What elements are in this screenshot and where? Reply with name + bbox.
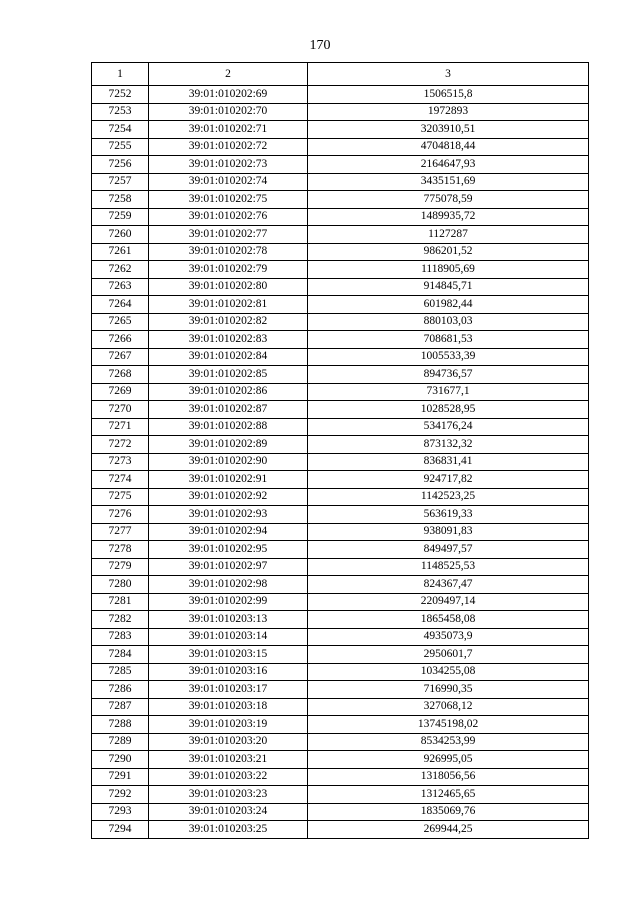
table-row <box>92 733 589 751</box>
row-number-cell: 7294 <box>92 821 149 839</box>
value-cell: 775078,59 <box>308 191 589 209</box>
row-number-cell: 7266 <box>92 331 149 349</box>
row-number-cell: 7256 <box>92 156 149 174</box>
row-number-cell: 7254 <box>92 121 149 139</box>
value-cell: 1148525,53 <box>308 558 589 576</box>
table-row <box>92 366 589 384</box>
value-cell: 1972893 <box>308 103 589 121</box>
row-number-cell: 7271 <box>92 418 149 436</box>
cadastral-number-cell: 39:01:010202:94 <box>149 523 308 541</box>
row-number-cell: 7292 <box>92 786 149 804</box>
row-number-cell: 7288 <box>92 716 149 734</box>
cadastral-number-cell: 39:01:010202:98 <box>149 576 308 594</box>
table-row <box>92 558 589 576</box>
row-number-cell: 7261 <box>92 243 149 261</box>
cadastral-number-cell: 39:01:010202:95 <box>149 541 308 559</box>
cadastral-number-cell: 39:01:010203:17 <box>149 681 308 699</box>
cadastral-number-cell: 39:01:010202:69 <box>149 86 308 104</box>
value-cell: 1489935,72 <box>308 208 589 226</box>
value-cell: 4704818,44 <box>308 138 589 156</box>
row-number-cell: 7257 <box>92 173 149 191</box>
row-number-cell: 7281 <box>92 593 149 611</box>
row-number-cell: 7270 <box>92 401 149 419</box>
cadastral-number-cell: 39:01:010202:88 <box>149 418 308 436</box>
row-number-cell: 7259 <box>92 208 149 226</box>
cadastral-number-cell: 39:01:010203:23 <box>149 786 308 804</box>
value-cell: 563619,33 <box>308 506 589 524</box>
value-cell: 1835069,76 <box>308 803 589 821</box>
table-header <box>92 63 589 86</box>
cadastral-number-cell: 39:01:010202:90 <box>149 453 308 471</box>
table-row <box>92 751 589 769</box>
cadastral-number-cell: 39:01:010202:92 <box>149 488 308 506</box>
row-number-cell: 7279 <box>92 558 149 576</box>
table-row <box>92 663 589 681</box>
value-cell: 731677,1 <box>308 383 589 401</box>
table-row <box>92 821 589 839</box>
value-cell: 1118905,69 <box>308 261 589 279</box>
value-cell: 1005533,39 <box>308 348 589 366</box>
cadastral-number-cell: 39:01:010202:72 <box>149 138 308 156</box>
table-row <box>92 611 589 629</box>
table-row <box>92 436 589 454</box>
value-cell: 894736,57 <box>308 366 589 384</box>
cadastral-number-cell: 39:01:010203:15 <box>149 646 308 664</box>
row-number-cell: 7289 <box>92 733 149 751</box>
table-row <box>92 313 589 331</box>
table-row <box>92 488 589 506</box>
table-row <box>92 716 589 734</box>
row-number-cell: 7273 <box>92 453 149 471</box>
cadastral-number-cell: 39:01:010203:25 <box>149 821 308 839</box>
table-row <box>92 628 589 646</box>
page-number: 170 <box>309 38 331 53</box>
table-row <box>92 156 589 174</box>
value-cell: 708681,53 <box>308 331 589 349</box>
row-number-cell: 7280 <box>92 576 149 594</box>
table-body <box>92 86 589 839</box>
value-cell: 3203910,51 <box>308 121 589 139</box>
cadastral-number-cell: 39:01:010203:18 <box>149 698 308 716</box>
value-cell: 914845,71 <box>308 278 589 296</box>
cadastral-number-cell: 39:01:010202:77 <box>149 226 308 244</box>
value-cell: 849497,57 <box>308 541 589 559</box>
table-row <box>92 173 589 191</box>
table-row <box>92 296 589 314</box>
table-row <box>92 383 589 401</box>
cadastral-number-cell: 39:01:010202:70 <box>149 103 308 121</box>
cadastral-number-cell: 39:01:010202:83 <box>149 331 308 349</box>
table-row <box>92 541 589 559</box>
table-row <box>92 786 589 804</box>
table-row <box>92 523 589 541</box>
table-row <box>92 331 589 349</box>
value-cell: 924717,82 <box>308 471 589 489</box>
row-number-cell: 7275 <box>92 488 149 506</box>
cadastral-number-cell: 39:01:010202:73 <box>149 156 308 174</box>
cadastral-number-cell: 39:01:010202:85 <box>149 366 308 384</box>
value-cell: 880103,03 <box>308 313 589 331</box>
value-cell: 716990,35 <box>308 681 589 699</box>
row-number-cell: 7258 <box>92 191 149 209</box>
table-row <box>92 506 589 524</box>
value-cell: 1127287 <box>308 226 589 244</box>
table-row <box>92 103 589 121</box>
row-number-cell: 7283 <box>92 628 149 646</box>
table-row <box>92 261 589 279</box>
table-row <box>92 191 589 209</box>
header-cell-3: 3 <box>308 63 589 86</box>
cadastral-number-cell: 39:01:010202:86 <box>149 383 308 401</box>
value-cell: 926995,05 <box>308 751 589 769</box>
value-cell: 269944,25 <box>308 821 589 839</box>
value-cell: 327068,12 <box>308 698 589 716</box>
cadastral-number-cell: 39:01:010202:75 <box>149 191 308 209</box>
row-number-cell: 7262 <box>92 261 149 279</box>
table-row <box>92 243 589 261</box>
row-number-cell: 7286 <box>92 681 149 699</box>
cadastral-number-cell: 39:01:010202:76 <box>149 208 308 226</box>
value-cell: 1318056,56 <box>308 768 589 786</box>
value-cell: 13745198,02 <box>308 716 589 734</box>
table-row <box>92 646 589 664</box>
cadastral-number-cell: 39:01:010202:87 <box>149 401 308 419</box>
cadastral-number-cell: 39:01:010202:97 <box>149 558 308 576</box>
table-row <box>92 278 589 296</box>
row-number-cell: 7290 <box>92 751 149 769</box>
row-number-cell: 7268 <box>92 366 149 384</box>
table-row <box>92 471 589 489</box>
row-number-cell: 7282 <box>92 611 149 629</box>
row-number-cell: 7253 <box>92 103 149 121</box>
header-row <box>92 63 589 86</box>
table-row <box>92 698 589 716</box>
table-row <box>92 226 589 244</box>
cadastral-number-cell: 39:01:010202:80 <box>149 278 308 296</box>
cadastral-number-cell: 39:01:010202:79 <box>149 261 308 279</box>
row-number-cell: 7267 <box>92 348 149 366</box>
row-number-cell: 7255 <box>92 138 149 156</box>
value-cell: 2209497,14 <box>308 593 589 611</box>
row-number-cell: 7272 <box>92 436 149 454</box>
table-row <box>92 593 589 611</box>
value-cell: 1506515,8 <box>308 86 589 104</box>
row-number-cell: 7293 <box>92 803 149 821</box>
table-row <box>92 86 589 104</box>
cadastral-number-cell: 39:01:010203:19 <box>149 716 308 734</box>
cadastral-number-cell: 39:01:010203:20 <box>149 733 308 751</box>
cadastral-number-cell: 39:01:010203:16 <box>149 663 308 681</box>
value-cell: 2950601,7 <box>308 646 589 664</box>
row-number-cell: 7274 <box>92 471 149 489</box>
row-number-cell: 7276 <box>92 506 149 524</box>
table-row <box>92 681 589 699</box>
cadastral-number-cell: 39:01:010202:99 <box>149 593 308 611</box>
cadastral-number-cell: 39:01:010203:24 <box>149 803 308 821</box>
cadastral-number-cell: 39:01:010202:78 <box>149 243 308 261</box>
value-cell: 601982,44 <box>308 296 589 314</box>
value-cell: 2164647,93 <box>308 156 589 174</box>
row-number-cell: 7287 <box>92 698 149 716</box>
row-number-cell: 7269 <box>92 383 149 401</box>
value-cell: 824367,47 <box>308 576 589 594</box>
cadastral-number-cell: 39:01:010202:82 <box>149 313 308 331</box>
value-cell: 1865458,08 <box>308 611 589 629</box>
cadastral-number-cell: 39:01:010202:71 <box>149 121 308 139</box>
value-cell: 1034255,08 <box>308 663 589 681</box>
row-number-cell: 7278 <box>92 541 149 559</box>
cadastral-number-cell: 39:01:010202:84 <box>149 348 308 366</box>
row-number-cell: 7291 <box>92 768 149 786</box>
table-row <box>92 121 589 139</box>
cadastral-number-cell: 39:01:010202:93 <box>149 506 308 524</box>
row-number-cell: 7284 <box>92 646 149 664</box>
row-number-cell: 7285 <box>92 663 149 681</box>
row-number-cell: 7263 <box>92 278 149 296</box>
cadastral-number-cell: 39:01:010202:81 <box>149 296 308 314</box>
cadastral-number-cell: 39:01:010203:14 <box>149 628 308 646</box>
table-row <box>92 208 589 226</box>
table-row <box>92 418 589 436</box>
row-number-cell: 7252 <box>92 86 149 104</box>
value-cell: 938091,83 <box>308 523 589 541</box>
value-cell: 1312465,65 <box>308 786 589 804</box>
value-cell: 534176,24 <box>308 418 589 436</box>
table-row <box>92 803 589 821</box>
row-number-cell: 7264 <box>92 296 149 314</box>
cadastral-number-cell: 39:01:010202:91 <box>149 471 308 489</box>
cadastral-table <box>91 62 589 839</box>
row-number-cell: 7265 <box>92 313 149 331</box>
cadastral-number-cell: 39:01:010203:13 <box>149 611 308 629</box>
row-number-cell: 7277 <box>92 523 149 541</box>
value-cell: 986201,52 <box>308 243 589 261</box>
table-row <box>92 138 589 156</box>
value-cell: 8534253,99 <box>308 733 589 751</box>
cadastral-number-cell: 39:01:010203:21 <box>149 751 308 769</box>
value-cell: 4935073,9 <box>308 628 589 646</box>
value-cell: 3435151,69 <box>308 173 589 191</box>
table-row <box>92 768 589 786</box>
value-cell: 1028528,95 <box>308 401 589 419</box>
header-cell-2: 2 <box>149 63 308 86</box>
table-row <box>92 576 589 594</box>
cadastral-number-cell: 39:01:010202:89 <box>149 436 308 454</box>
table-row <box>92 453 589 471</box>
table-row <box>92 401 589 419</box>
row-number-cell: 7260 <box>92 226 149 244</box>
cadastral-number-cell: 39:01:010202:74 <box>149 173 308 191</box>
value-cell: 836831,41 <box>308 453 589 471</box>
header-cell-1: 1 <box>92 63 149 86</box>
table-row <box>92 348 589 366</box>
cadastral-number-cell: 39:01:010203:22 <box>149 768 308 786</box>
value-cell: 873132,32 <box>308 436 589 454</box>
value-cell: 1142523,25 <box>308 488 589 506</box>
